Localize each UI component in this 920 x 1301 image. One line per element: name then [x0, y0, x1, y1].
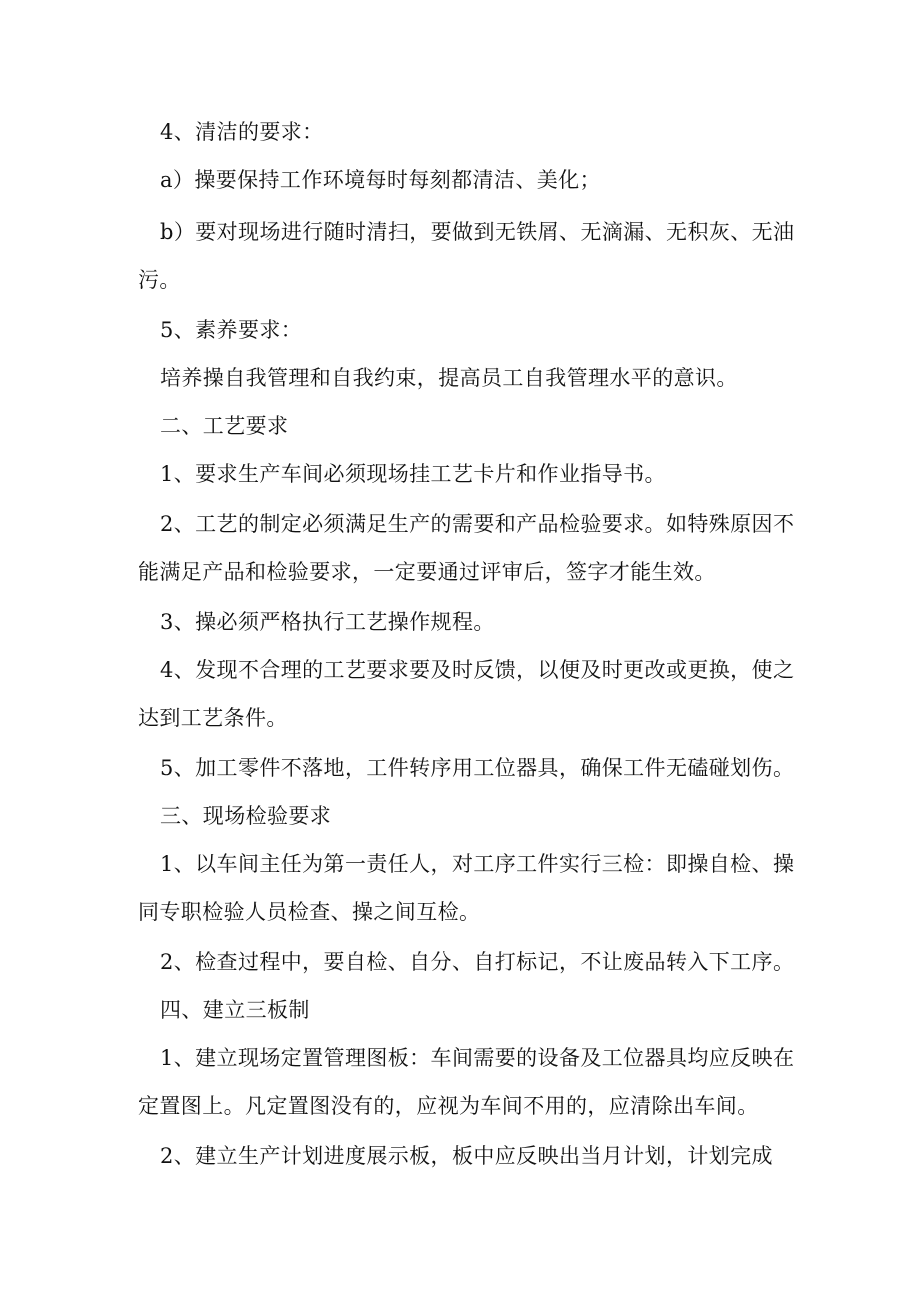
section-heading-inspection: 三、现场检验要求 [160, 804, 332, 828]
paragraph-process-1: 1、要求生产车间必须现场挂工艺卡片和作业指导书。 [160, 462, 666, 486]
paragraph-process-3: 3、操必须严格执行工艺操作规程。 [160, 610, 495, 634]
paragraph-cleaning-b: b）要对现场进行随时清扫，要做到无铁屑、无滴漏、无积灰、无油污。 [138, 220, 795, 292]
paragraph-literacy-body: 培养操自我管理和自我约束，提高员工自我管理水平的意识。 [160, 366, 738, 390]
paragraph-process-4: 4、发现不合理的工艺要求要及时反馈，以便及时更改或更换，使之达到工艺条件。 [138, 658, 795, 730]
paragraph-inspection-1: 1、以车间主任为第一责任人，对工序工件实行三检：即操自检、操同专职检验人员检查、操之间互检。 [138, 852, 795, 924]
paragraph-process-2: 2、工艺的制定必须满足生产的需要和产品检验要求。如特殊原因不能满足产品和检验要求，一定要通过评审后，签字才能生效。 [138, 512, 795, 584]
paragraph-inspection-2: 2、检查过程中，要自检、自分、自打标记，不让废品转入下工序。 [160, 950, 795, 974]
section-heading-process: 二、工艺要求 [160, 414, 289, 438]
paragraph-boards-1: 1、建立现场定置管理图板：车间需要的设备及工位器具均应反映在定置图上。凡定置图没有的，应视为车间不用的，应清除出车间。 [138, 1046, 795, 1118]
paragraph-boards-2: 2、建立生产计划进度展示板，板中应反映出当月计划，计划完成 [160, 1144, 773, 1168]
section-heading-three-boards: 四、建立三板制 [160, 998, 310, 1022]
paragraph-process-5: 5、加工零件不落地，工件转序用工位器具，确保工件无磕碰划伤。 [160, 756, 795, 780]
paragraph-cleaning-a: a）操要保持工作环境每时每刻都清洁、美化； [160, 168, 601, 192]
paragraph-cleaning-heading: 4、清洁的要求： [160, 120, 324, 144]
paragraph-literacy-heading: 5、素养要求： [160, 318, 303, 342]
